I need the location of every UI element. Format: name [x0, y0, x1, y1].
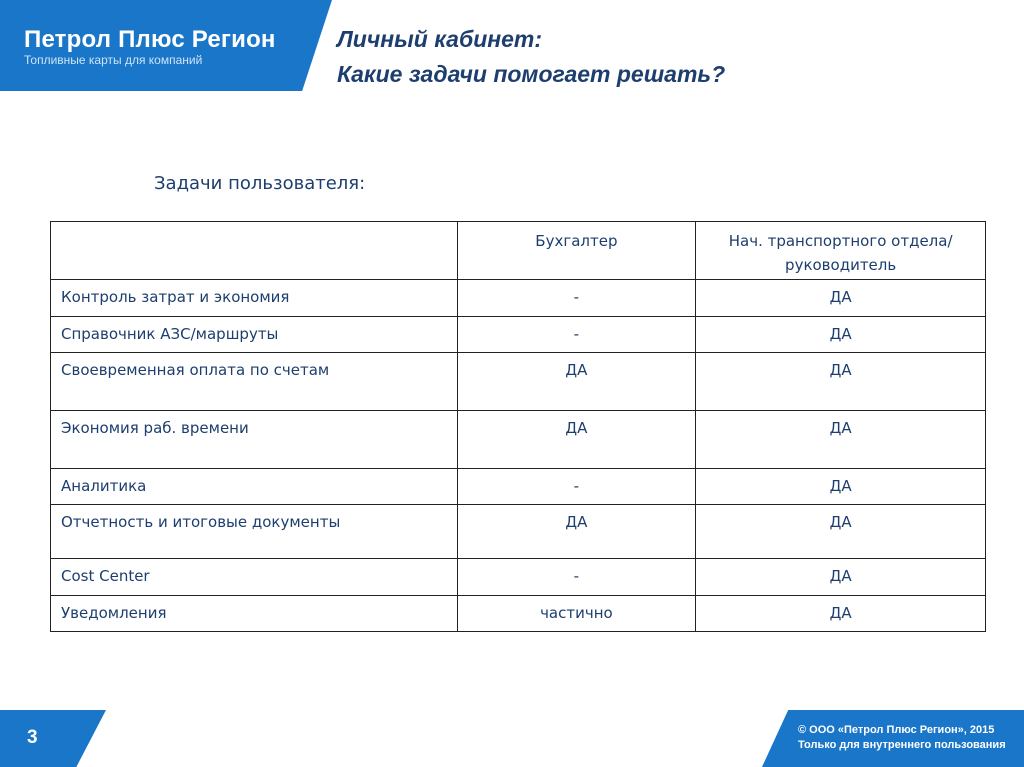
task-cell: Уведомления — [51, 596, 458, 632]
page-number: 3 — [27, 727, 38, 748]
manager-cell: ДА — [696, 559, 986, 596]
task-cell: Контроль затрат и экономия — [51, 280, 458, 317]
accountant-cell: - — [457, 469, 696, 505]
table-row — [51, 559, 986, 596]
task-cell: Отчетность и итоговые документы — [51, 505, 458, 559]
brand-logo-name: Петрол Плюс Регион — [24, 26, 276, 53]
accountant-cell: ДА — [457, 353, 696, 411]
page-number-band — [0, 710, 106, 767]
section-subtitle: Задачи пользователя: — [154, 173, 366, 194]
slide-title-line2: Какие задачи помогает решать? — [337, 61, 726, 87]
accountant-cell: - — [457, 280, 696, 317]
accountant-cell: ДА — [457, 505, 696, 559]
accountant-cell: частично — [457, 596, 696, 632]
header-accountant: Бухгалтер — [457, 222, 696, 280]
copyright-line1: © ООО «Петрол Плюс Регион», 2015 — [798, 724, 995, 736]
table-row — [51, 353, 986, 411]
task-cell: Cost Center — [51, 559, 458, 596]
task-cell: Аналитика — [51, 469, 458, 505]
task-cell: Справочник АЗС/маршруты — [51, 317, 458, 353]
table-row — [51, 596, 986, 632]
task-cell: Своевременная оплата по счетам — [51, 353, 458, 411]
manager-cell: ДА — [696, 505, 986, 559]
task-cell: Экономия раб. времени — [51, 411, 458, 469]
table-header-row — [51, 222, 986, 280]
manager-cell: ДА — [696, 280, 986, 317]
header-task — [51, 222, 458, 280]
table-row — [51, 411, 986, 469]
manager-cell: ДА — [696, 469, 986, 505]
manager-cell: ДА — [696, 596, 986, 632]
table-row — [51, 280, 986, 317]
accountant-cell: ДА — [457, 411, 696, 469]
manager-cell: ДА — [696, 411, 986, 469]
copyright-line2: Только для внутреннего пользования — [798, 739, 1006, 751]
accountant-cell: - — [457, 317, 696, 353]
copyright-notice — [798, 723, 1006, 753]
header-manager: Нач. транспортного отдела/руководитель — [696, 222, 986, 280]
manager-cell: ДА — [696, 317, 986, 353]
user-tasks-table — [50, 221, 986, 632]
brand-tagline: Топливные карты для компаний — [24, 53, 203, 67]
table-row — [51, 317, 986, 353]
slide-title — [337, 22, 725, 92]
slide-title-line1: Личный кабинет: — [337, 26, 543, 52]
accountant-cell: - — [457, 559, 696, 596]
table-row — [51, 469, 986, 505]
manager-cell: ДА — [696, 353, 986, 411]
table-row — [51, 505, 986, 559]
